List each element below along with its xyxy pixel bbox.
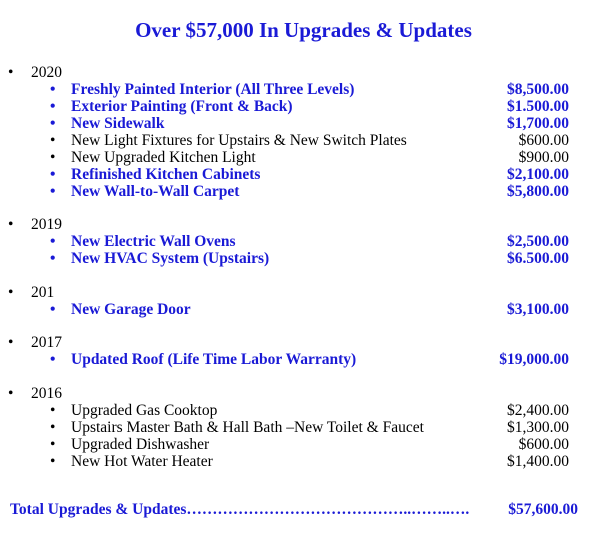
- page-title: Over $57,000 In Upgrades & Updates: [135, 18, 472, 42]
- item-label: Upstairs Master Bath & Hall Bath –New Toilet & Faucet: [71, 419, 424, 436]
- item-bullet: •: [50, 98, 56, 115]
- item-amount: $1.500.00: [507, 98, 569, 115]
- item-bullet: •: [50, 301, 56, 318]
- item-label: Freshly Painted Interior (All Three Levels): [71, 81, 355, 98]
- total-row: [10, 501, 578, 519]
- year-bullet: •: [8, 334, 14, 351]
- year-bullet: •: [8, 64, 14, 81]
- item-amount: $600.00: [518, 132, 569, 149]
- item-bullet: •: [50, 149, 56, 166]
- item-amount: $2,100.00: [507, 166, 569, 183]
- item-label: New Wall-to-Wall Carpet: [71, 183, 240, 200]
- list-item: [0, 402, 607, 419]
- list-item: [0, 436, 607, 453]
- item-amount: $2,500.00: [507, 233, 569, 250]
- item-label: New HVAC System (Upstairs): [71, 250, 270, 267]
- item-bullet: •: [50, 402, 56, 419]
- item-bullet: •: [50, 453, 56, 470]
- item-bullet: •: [50, 166, 56, 183]
- total-amount: $57,600.00: [508, 501, 578, 518]
- list-item: [0, 250, 607, 267]
- item-bullet: •: [50, 250, 56, 267]
- item-label: New Light Fixtures for Upstairs & New Switch Plates: [71, 132, 407, 149]
- year-label: 2020: [31, 64, 62, 81]
- item-bullet: •: [50, 183, 56, 200]
- item-amount: $8,500.00: [507, 81, 569, 98]
- total-label: Total Upgrades & Updates……………………………………..……..….: [10, 501, 470, 518]
- year-label: 201: [31, 284, 55, 301]
- year-label: 2017: [31, 334, 62, 351]
- list-item: [0, 419, 607, 436]
- item-bullet: •: [50, 132, 56, 149]
- item-label: Refinished Kitchen Cabinets: [71, 166, 261, 183]
- item-amount: $3,100.00: [507, 301, 569, 318]
- item-bullet: •: [50, 115, 56, 132]
- item-bullet: •: [50, 81, 56, 98]
- item-amount: $1,700.00: [507, 115, 569, 132]
- list-item: [0, 351, 607, 368]
- item-amount: $1,400.00: [507, 453, 569, 470]
- item-label: Updated Roof (Life Time Labor Warranty): [71, 351, 357, 368]
- item-label: Exterior Painting (Front & Back): [71, 98, 293, 115]
- item-bullet: •: [50, 351, 56, 368]
- year-bullet: •: [8, 385, 14, 402]
- item-amount: $19,000.00: [499, 351, 569, 368]
- year-label: 2016: [31, 385, 62, 402]
- list-item: [0, 98, 607, 115]
- list-item: [0, 149, 607, 166]
- item-label: New Garage Door: [71, 301, 191, 318]
- item-bullet: •: [50, 436, 56, 453]
- item-label: New Upgraded Kitchen Light: [71, 149, 256, 166]
- item-label: New Electric Wall Ovens: [71, 233, 236, 250]
- item-amount: $6.500.00: [507, 250, 569, 267]
- year-label: 2019: [31, 216, 62, 233]
- item-bullet: •: [50, 233, 56, 250]
- list-item: [0, 166, 607, 183]
- item-amount: $1,300.00: [507, 419, 569, 436]
- item-label: New Sidewalk: [71, 115, 165, 132]
- list-item: [0, 233, 607, 250]
- list-item: [0, 453, 607, 470]
- item-bullet: •: [50, 419, 56, 436]
- list-item: [0, 115, 607, 132]
- year-bullet: •: [8, 216, 14, 233]
- list-item: [0, 301, 607, 318]
- item-label: Upgraded Dishwasher: [71, 436, 210, 453]
- item-amount: $2,400.00: [507, 402, 569, 419]
- item-label: Upgraded Gas Cooktop: [71, 402, 218, 419]
- item-amount: $5,800.00: [507, 183, 569, 200]
- item-amount: $900.00: [518, 149, 569, 166]
- item-amount: $600.00: [518, 436, 569, 453]
- list-item: [0, 132, 607, 149]
- item-label: New Hot Water Heater: [71, 453, 213, 470]
- list-item: [0, 183, 607, 200]
- year-bullet: •: [8, 284, 14, 301]
- list-item: [0, 81, 607, 98]
